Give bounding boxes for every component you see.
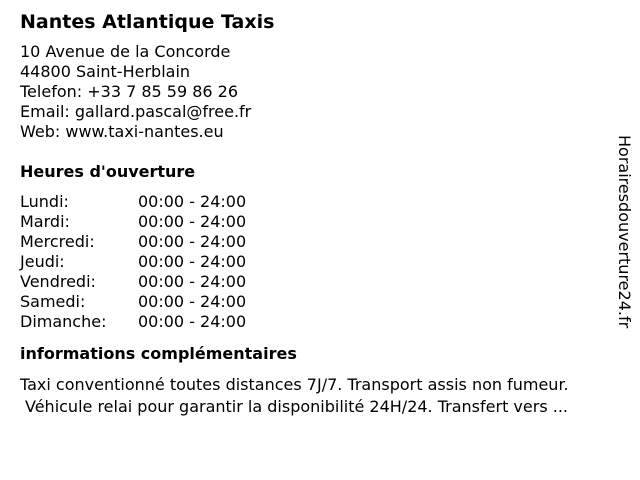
additional-info-line-2: Véhicule relai pour garantir la disponibilité 24H/24. Transfert vers ... (25, 397, 568, 416)
opening-hours-heading: Heures d'ouverture (20, 162, 196, 181)
hours-day: Mardi: (20, 212, 70, 231)
hours-time: 00:00 - 24:00 (138, 232, 247, 251)
hours-day: Lundi: (20, 192, 69, 211)
hours-time: 00:00 - 24:00 (138, 212, 247, 231)
address-line-1: 10 Avenue de la Concorde (20, 42, 231, 61)
hours-row-friday (20, 272, 620, 292)
address-line-2: 44800 Saint-Herblain (20, 62, 191, 81)
hours-time: 00:00 - 24:00 (138, 292, 247, 311)
hours-time: 00:00 - 24:00 (138, 312, 247, 331)
hours-day: Jeudi: (20, 252, 65, 271)
hours-day: Vendredi: (20, 272, 96, 291)
hours-row-monday (20, 192, 620, 212)
hours-time: 00:00 - 24:00 (138, 252, 247, 271)
phone-line: Telefon: +33 7 85 59 86 26 (20, 82, 239, 101)
business-name: Nantes Atlantique Taxis (20, 11, 275, 33)
hours-day: Samedi: (20, 292, 86, 311)
hours-row-wednesday (20, 232, 620, 252)
business-card (20, 10, 620, 418)
web-line: Web: www.taxi-nantes.eu (20, 122, 224, 141)
hours-day: Mercredi: (20, 232, 95, 251)
hours-day: Dimanche: (20, 312, 107, 331)
additional-info-line-1: Taxi conventionné toutes distances 7J/7. Transport assis non fumeur. (20, 375, 569, 394)
hours-time: 00:00 - 24:00 (138, 192, 247, 211)
hours-time: 00:00 - 24:00 (138, 272, 247, 291)
site-watermark: Horairesdouverture24.fr (615, 135, 634, 329)
hours-row-tuesday (20, 212, 620, 232)
email-line: Email: gallard.pascal@free.fr (20, 102, 252, 121)
hours-row-thursday (20, 252, 620, 272)
additional-info-text (20, 374, 624, 418)
additional-info-heading: informations complémentaires (20, 344, 297, 363)
hours-row-sunday (20, 312, 620, 332)
hours-row-saturday (20, 292, 620, 312)
